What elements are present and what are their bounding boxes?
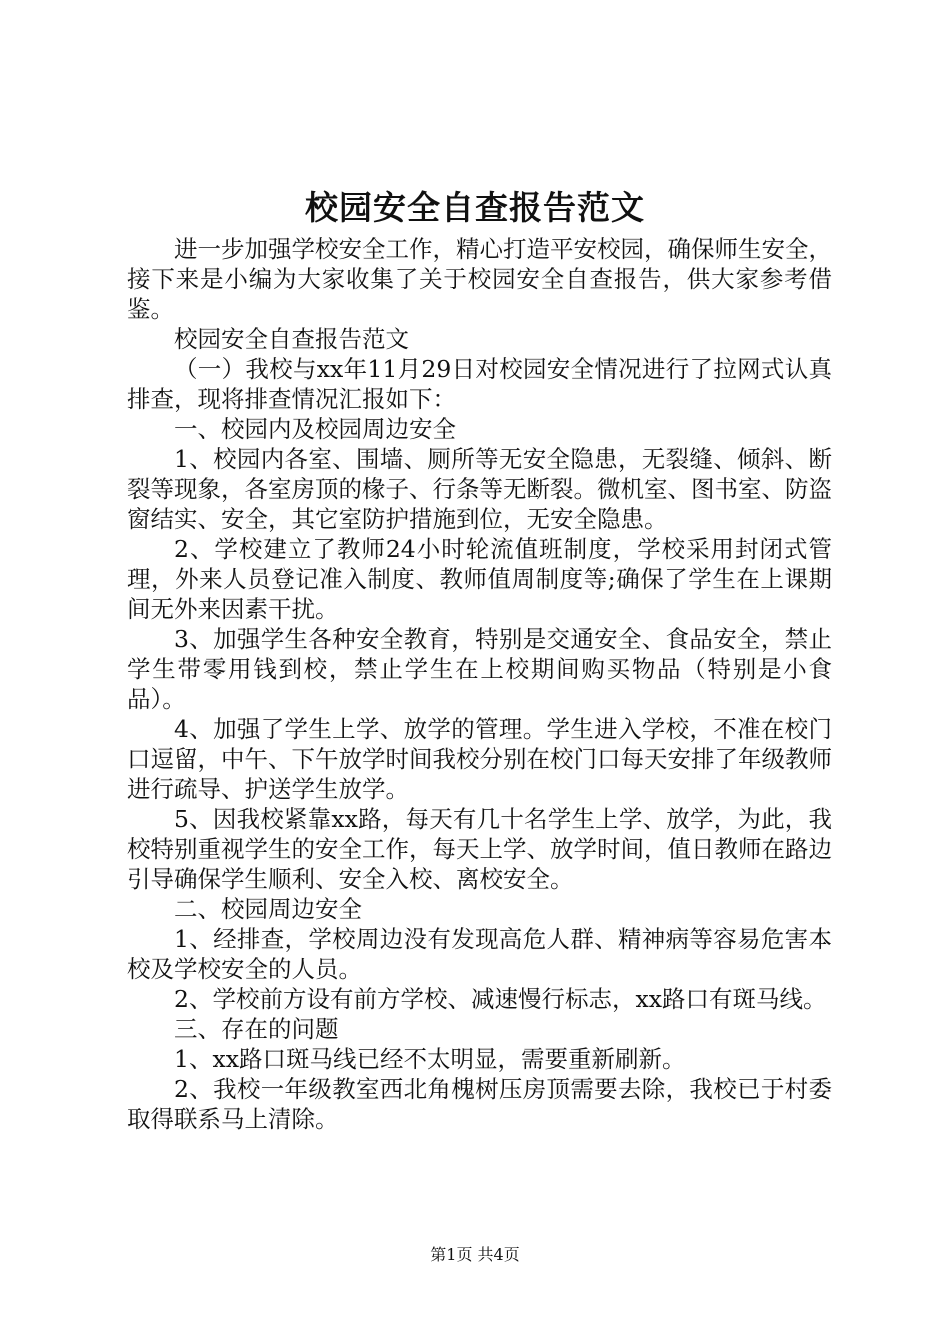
document-title: 校园安全自查报告范文 xyxy=(305,188,645,227)
paragraph-item: 2、我校一年级教室西北角槐树压房顶需要去除，我校已于村委取得联系马上清除。 xyxy=(127,1075,832,1133)
paragraph-item: 2、学校建立了教师24小时轮流值班制度，学校采用封闭式管理，外来人员登记准入制度、教师值周制度等;确保了学生在上课期间无外来因素干扰。 xyxy=(127,535,832,623)
document-body xyxy=(127,234,832,1134)
section-heading-1: 一、校园内及校园周边安全 xyxy=(174,415,456,443)
paragraph-intro: 进一步加强学校安全工作，精心打造平安校园，确保师生安全，接下来是小编为大家收集了关于校园安全自查报告，供大家参考借鉴。 xyxy=(127,235,832,323)
paragraph-item: 1、校园内各室、围墙、厕所等无安全隐患，无裂缝、倾斜、断裂等现象，各室房顶的椽子、行条等无断裂。微机室、图书室、防盗窗结实、安全，其它室防护措施到位，无安全隐患。 xyxy=(127,445,832,533)
paragraph-item: 1、xx路口斑马线已经不太明显，需要重新刷新。 xyxy=(174,1045,686,1073)
paragraph-item: 4、加强了学生上学、放学的管理。学生进入学校，不准在校门口逗留，中午、下午放学时间我校分别在校门口每天安排了年级教师进行疏导、护送学生放学。 xyxy=(127,715,832,803)
page-footer: 第1页 共4页 xyxy=(430,1245,520,1264)
paragraph-item: 3、加强学生各种安全教育，特别是交通安全、食品安全，禁止学生带零用钱到校，禁止学生在上校期间购买物品（特别是小食品）。 xyxy=(127,625,832,713)
section-heading-2: 二、校园周边安全 xyxy=(174,895,362,923)
paragraph-item: 1、经排查，学校周边没有发现高危人群、精神病等容易危害本校及学校安全的人员。 xyxy=(127,925,832,983)
paragraph-item: 5、因我校紧靠xx路，每天有几十名学生上学、放学，为此，我校特别重视学生的安全工作，每天上学、放学时间，值日教师在路边引导确保学生顺利、安全入校、离校安全。 xyxy=(127,805,832,893)
paragraph-item: 2、学校前方设有前方学校、减速慢行标志，xx路口有斑马线。 xyxy=(174,985,827,1013)
section-heading-3: 三、存在的问题 xyxy=(174,1015,339,1043)
paragraph-subtitle: 校园安全自查报告范文 xyxy=(174,325,409,353)
paragraph-overview: （一）我校与xx年11月29日对校园安全情况进行了拉网式认真排查，现将排查情况汇报如下： xyxy=(127,355,832,413)
